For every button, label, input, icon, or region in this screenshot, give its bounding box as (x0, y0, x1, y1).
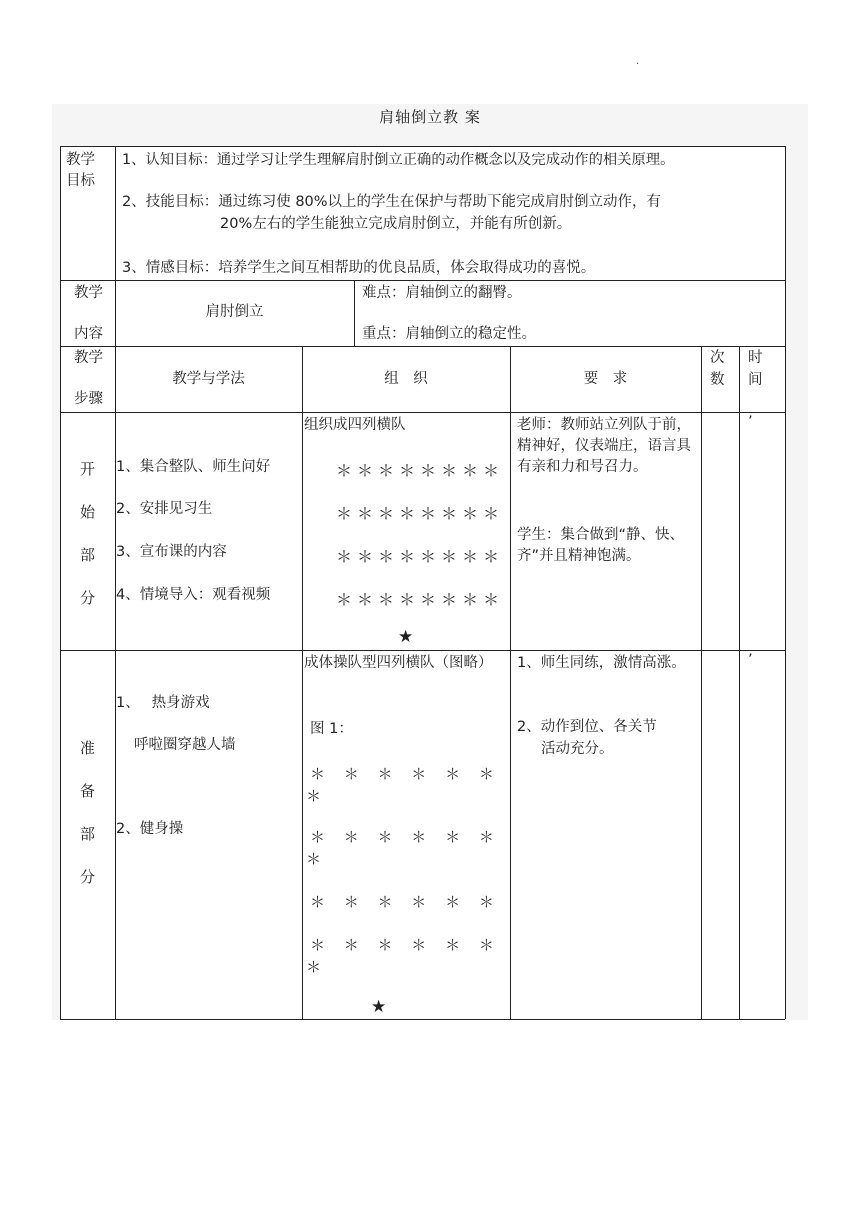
prep-requirement-2-line1: 2、动作到位、各关节 (517, 719, 657, 735)
table-line (510, 346, 511, 1019)
teacher-star-icon: ★ (371, 997, 387, 1017)
prep-label-char: 分 (80, 868, 96, 886)
objective-cognitive: 1、认知目标：通过学习让学生理解肩肘倒立正确的动作概念以及完成动作的相关原理。 (122, 152, 675, 168)
formation-star-row: ＊＊＊＊＊＊＊＊ (336, 547, 505, 566)
prep-method-warmup: 1、 热身游戏 (116, 695, 210, 711)
prep-organize-title: 成体操队型四列横队（图略） (304, 655, 493, 671)
header-times-top: 次 (710, 350, 725, 366)
header-times-bottom: 数 (710, 372, 725, 388)
table-line (302, 346, 303, 1019)
formation-star-row: ＊ ＊ ＊ ＊ ＊ ＊ (310, 765, 494, 783)
table-line (60, 146, 61, 1019)
table-line (60, 412, 785, 413)
formation-star-row: ＊ ＊ ＊ ＊ ＊ ＊ (310, 828, 494, 846)
start-label-char: 始 (80, 503, 96, 521)
table-line (739, 346, 740, 1019)
header-organize: 组 织 (384, 371, 428, 387)
table-line (60, 1019, 785, 1020)
start-teacher-requirement: 老师：教师站立列队于前，精神好，仪表端庄，语言具有亲和力和号召力。 (517, 417, 691, 475)
figure-label: 图 1： (310, 721, 353, 737)
formation-star-row-tail: ＊ (306, 787, 322, 805)
start-method-item: 3、宣布课的内容 (116, 544, 227, 560)
formation-star-row-tail: ＊ (306, 958, 322, 976)
table-line (60, 146, 785, 147)
objective-emotion: 3、情感目标：培养学生之间互相帮助的优良品质，体会取得成功的喜悦。 (122, 260, 596, 276)
prep-label-char: 准 (80, 739, 96, 757)
formation-star-row: ＊ ＊ ＊ ＊ ＊ ＊ (310, 893, 494, 911)
start-method-item: 2、安排见习生 (116, 501, 213, 517)
header-requirements: 要 求 (583, 371, 628, 387)
table-line (115, 146, 116, 1019)
table-line (701, 346, 702, 1019)
prep-label-char: 备 (80, 782, 96, 800)
start-method-item: 1、集合整队、师生问好 (116, 459, 271, 475)
prep-label-char: 部 (80, 825, 96, 843)
objective-skill-line1: 2、技能目标：通过练习使 80%以上的学生在保护与帮助下能完成肩肘倒立动作，有 (122, 194, 662, 210)
content-label-top: 教学 (74, 285, 103, 301)
prep-requirement-2-line2: 活动充分。 (541, 741, 614, 757)
content-key-point: 重点：肩轴倒立的稳定性。 (362, 326, 536, 342)
steps-label-top: 教学 (74, 350, 103, 366)
start-duration-mark: ’ (748, 414, 753, 430)
header-duration-bottom: 间 (748, 372, 763, 388)
objective-skill-line2: 20%左右的学生能独立完成肩肘倒立，并能有所创新。 (220, 216, 572, 232)
formation-star-row: ＊＊＊＊＊＊＊＊ (336, 590, 505, 609)
start-student-requirement: 学生：集合做到“静、快、齐”并且精神饱满。 (517, 527, 685, 564)
content-topic: 肩肘倒立 (205, 304, 264, 320)
prep-requirement-1: 1、师生同练，激情高涨。 (517, 655, 686, 671)
table-line (60, 346, 785, 347)
prep-method-warmup-game: 呼啦圈穿越人墙 (134, 737, 236, 753)
objectives-label: 教学 目标 (66, 152, 95, 189)
formation-star-row: ＊＊＊＊＊＊＊＊ (336, 504, 505, 523)
prep-duration-mark: ’ (748, 652, 753, 668)
start-label-char: 部 (80, 546, 96, 564)
prep-method-exercise: 2、健身操 (116, 821, 184, 837)
header-dot: . (636, 56, 640, 67)
steps-label-bottom: 步骤 (74, 391, 103, 407)
table-line (60, 650, 785, 651)
teacher-star-icon: ★ (398, 627, 414, 647)
start-organize-title: 组织成四列横队 (304, 417, 406, 433)
page-title: 肩轴倒立教 案 (379, 108, 481, 126)
table-line (785, 146, 786, 1019)
header-duration-top: 时 (748, 350, 763, 366)
table-line (60, 280, 785, 281)
start-method-item: 4、情境导入：观看视频 (116, 587, 271, 603)
start-label-char: 开 (80, 460, 96, 478)
start-label-char: 分 (80, 589, 96, 607)
content-difficulty: 难点：肩轴倒立的翻臀。 (362, 285, 522, 301)
formation-star-row-tail: ＊ (306, 850, 322, 868)
header-methods: 教学与学法 (172, 371, 245, 387)
formation-star-row: ＊＊＊＊＊＊＊＊ (336, 461, 505, 480)
table-line (354, 280, 355, 346)
content-label-bottom: 内容 (74, 326, 103, 342)
formation-star-row: ＊ ＊ ＊ ＊ ＊ ＊ (310, 936, 494, 954)
